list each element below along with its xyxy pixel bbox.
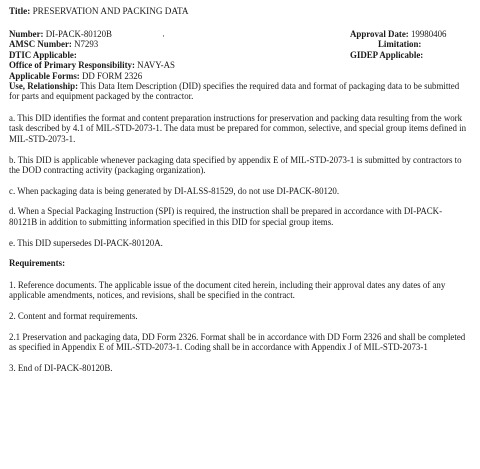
approval-date-value: 19980406 [410,28,447,39]
use-label: Use, Relationship: [9,80,79,91]
dtic-label: DTIC Applicable: [9,49,77,60]
number-label: Number: [9,28,44,39]
scan-speck: · [162,30,165,41]
paragraph-c: c. When packaging data is being generated by DI-ALSS-81529, do not use DI-PACK-80120. [9,185,340,196]
title-label: Title: [9,6,31,16]
approval-date-label: Approval Date: [350,28,409,39]
opr-label: Office of Primary Responsibility: [9,60,135,71]
forms-field [9,71,142,82]
approval-date-field [350,29,446,40]
limitation-label: Limitation: [378,39,422,50]
gidep-field [350,50,423,61]
metadata-block [9,29,470,81]
requirement-2: 2. Content and format requirements. [9,310,138,321]
gidep-label: GIDEP Applicable: [350,49,424,60]
limitation-field [378,39,421,50]
paragraph-a: a. This DID identifies the format and content preparation instructions for preservation and packing data resulting from the work task described by 4.1 of MIL-STD-2073-1. The data must be prepared for common, selective, and special group items defined in MIL-STD-2073-1. [9,112,467,144]
number-value: DI-PACK-80120B [45,28,112,39]
requirement-1: 1. Reference documents. The applicable issue of the document cited herein, including their approval dates any dates of any applicable amendments, notices, and revisions, shall be specified in the contract. [9,279,446,301]
forms-label: Applicable Forms: [9,70,80,81]
requirement-3: 3. End of DI-PACK-80120B. [9,362,113,373]
title-value: PRESERVATION AND PACKING DATA [32,6,189,16]
requirement-2-1: 2.1 Preservation and packaging data, DD Form 2326. Format shall be in accordance with DD Form 2326 and shall be completed as specified in Appendix E of MIL-STD-2073-1. Coding shall be in accordance with Appendix J of MIL-STD-2073-1 [9,331,466,353]
amsc-value: N7293 [74,39,99,50]
document-title [9,6,470,17]
amsc-field [9,39,98,50]
dtic-field [9,50,77,61]
use-text: This Data Item Description (DID) specifies the required data and format of packaging data to be submitted for parts and equipment packaged by the contractor. [9,80,460,102]
opr-field [9,60,175,71]
opr-value: NAVY-AS [137,60,175,71]
paragraph-d: d. When a Special Packaging Instruction (SPI) is required, the instruction shall be prepared in accordance with DI-PACK-80121B in addition to submitting information specified in this DID for special group items. [9,206,443,227]
paragraph-e: e. This DID supersedes DI-PACK-80120A. [9,237,163,248]
use-relationship [9,81,470,102]
number-field [9,29,112,40]
paragraph-b: b. This DID is applicable whenever packaging data specified by appendix E of MIL-STD-2073-1 is submitted by contractors to the DOD contracting activity (packaging organization). [9,154,462,176]
amsc-label: AMSC Number: [9,39,72,50]
forms-value: DD FORM 2326 [81,70,143,81]
requirements-heading: Requirements: [9,258,66,269]
